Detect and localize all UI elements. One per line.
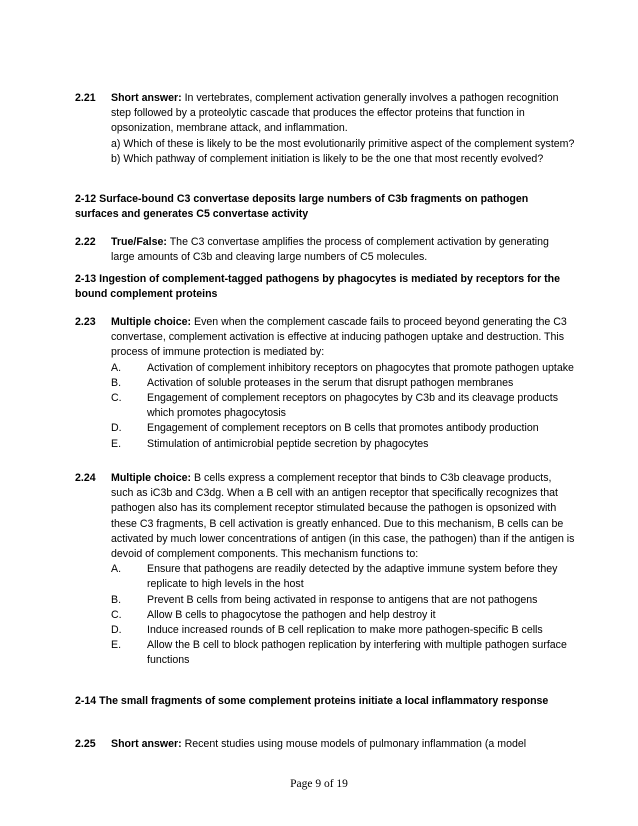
question-label: Multiple choice: xyxy=(111,316,192,328)
question-2-21 xyxy=(75,91,575,167)
question-text: Short answer: Recent studies using mouse models of pulmonary inflammation (a model xyxy=(111,738,527,750)
option-d: D. Induce increased rounds of B cell replication to make more pathogen-specific B cells xyxy=(111,624,543,637)
option-e: E. Stimulation of antimicrobial peptide secretion by phagocytes xyxy=(111,437,429,450)
option-e: E. Allow the B cell to block pathogen replication by interfering with multiple pathogen surface functions xyxy=(111,639,567,667)
question-part-a: a) Which of these is likely to be the most evolutionarily primitive aspect of the complement system? xyxy=(111,137,575,150)
question-number: 2.23 xyxy=(75,316,96,328)
option-a: A. Activation of complement inhibitory receptors on phagocytes that promote pathogen uptake xyxy=(111,361,574,374)
option-c: C. Engagement of complement receptors on phagocytes by C3b and its cleavage products which promotes phagocytosis xyxy=(111,392,559,420)
option-a: A. Ensure that pathogens are readily detected by the adaptive immune system before they replicate to high levels in the host xyxy=(111,563,558,591)
question-text: Short answer: In vertebrates, complement activation generally involves a pathogen recognition step followed by a proteolytic cascade that produces the effector proteins that function in opsonization, membrane attack, and inflammation. xyxy=(111,92,559,135)
question-2-23 xyxy=(75,315,575,452)
section-heading-2-14: 2-14 The small fragments of some complement proteins initiate a local inflammatory response xyxy=(75,695,549,707)
question-part-b: b) Which pathway of complement initiation is likely to be the one that most recently evolved? xyxy=(111,152,544,165)
question-number: 2.21 xyxy=(75,92,96,104)
question-number: 2.24 xyxy=(75,472,96,484)
section-heading-2-13: 2-13 Ingestion of complement-tagged pathogens by phagocytes is mediated by receptors for the bound complement proteins xyxy=(75,273,561,301)
question-text: True/False: The C3 convertase amplifies the process of complement activation by generating large amounts of C3b and cleaving large numbers of C5 molecules. xyxy=(111,236,549,264)
question-2-22 xyxy=(75,235,575,265)
question-label: Multiple choice: xyxy=(111,472,192,484)
question-2-25 xyxy=(75,737,575,752)
question-text: Multiple choice: Even when the complement cascade fails to proceed beyond generating the C3 convertase, complement activation is effective at inducing pathogen uptake and destruction. This process of immune protection is mediated by: xyxy=(111,316,567,359)
question-2-24 xyxy=(75,471,575,669)
question-label: True/False: xyxy=(111,236,167,248)
option-c: C. Allow B cells to phagocytose the pathogen and help destroy it xyxy=(111,608,436,621)
question-number: 2.25 xyxy=(75,738,96,750)
option-b: B. Activation of soluble proteases in the serum that disrupt pathogen membranes xyxy=(111,376,514,389)
option-d: D. Engagement of complement receptors on B cells that promotes antibody production xyxy=(111,422,539,435)
question-number: 2.22 xyxy=(75,236,96,248)
question-label: Short answer: xyxy=(111,92,182,104)
page-footer: Page 9 of 19 xyxy=(290,778,348,790)
question-text: Multiple choice: B cells express a complement receptor that binds to C3b cleavage products, such as iC3b and C3dg. When a B cell with an antigen receptor that specifically recognizes that pathogen also has its complement receptor stimulated because the pathogen is opsonized with these C3 fragments, B cell activation is greatly enhanced. Due to this mechanism, B cells can be activated by much lower concentrations of antigen (in this case, the pathogen) than if the antigen is devoid of complement components. This mechanism functions to: xyxy=(111,472,575,561)
option-b: B. Prevent B cells from being activated in response to antigens that are not pathogens xyxy=(111,593,538,606)
question-label: Short answer: xyxy=(111,738,182,750)
section-heading-2-12: 2-12 Surface-bound C3 convertase deposits large numbers of C3b fragments on pathogen surfaces and generates C5 convertase activity xyxy=(75,193,529,221)
